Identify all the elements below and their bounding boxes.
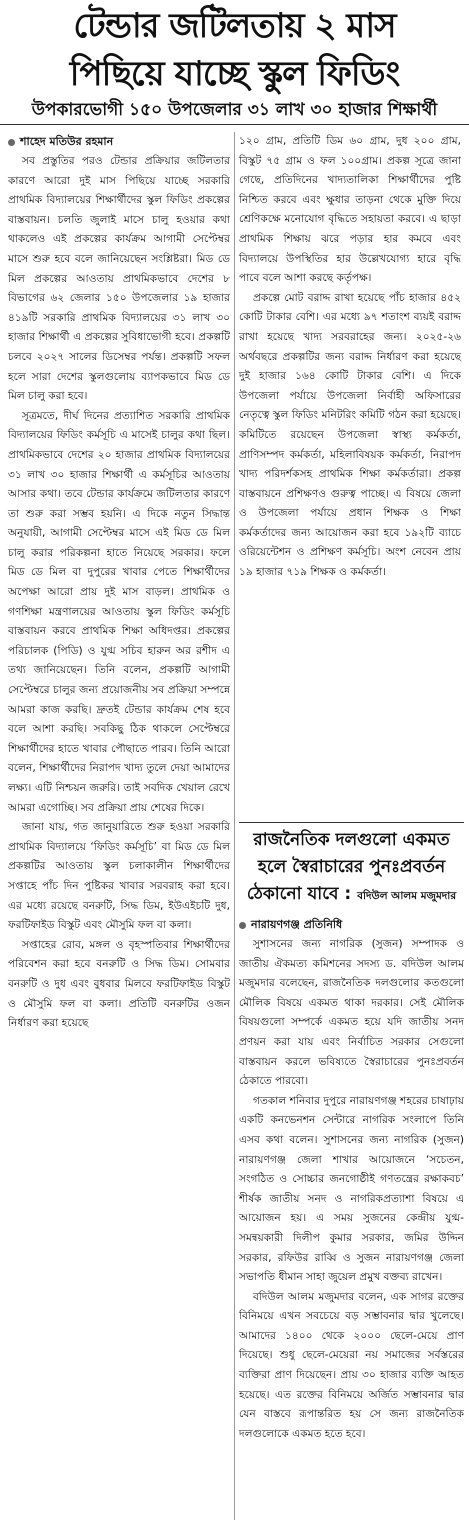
subheadline: উপকারভোগী ১৫০ উপজেলার ৩১ লাখ ৩০ হাজার শিক্ষার্থী: [0, 98, 469, 125]
bullet-icon: [239, 922, 246, 929]
article1-column-2: [239, 132, 461, 583]
byline-name: নারায়ণগঞ্জ প্রতিনিধি: [251, 918, 343, 931]
paragraph: গতকাল শনিবার দুপুরে নারায়ণগঞ্জ শহরের চাষাঢ়ায় একটি কনভেনশন সেন্টারে নাগরিক সংলাপে তিনি এসব কথা বলেন। সুশাসনের জন্য নাগরিক (সুজন) নারায়ণগঞ্জ জেলা শাখার আয়োজনে ‘সচেতন, সংগঠিত ও সোচ্চার জনগোষ্ঠীই গণতন্ত্রের রক্ষাকবচ’ শীর্ষক জাতীয় সনদ ও নাগরিকপ্রত্যাশা বিষয়ে এ আয়োজন হয়। এ সময় সুজনের কেন্দ্রীয় যুগ্ম-সমন্বয়কারী দিলীপ কুমার সরকার, জমির উদ্দিন সরকার, রফিউর রাব্বি ও সুজন নারায়ণগঞ্জ জেলা সভাপতি ধীমান সাহা জুয়েল প্রমুখ বক্তব্য রাখেন।: [239, 1094, 464, 1284]
article1-column-1: [8, 132, 230, 1034]
article2-byline: [239, 915, 464, 935]
article2-headline-text: রাজনৈতিক দলগুলো একমত হলে স্বৈরাচারের পুনঃপ্রবর্তন ঠেকানো যাবে :: [246, 830, 450, 904]
paragraph: জানা যায়, গত জানুয়ারিতে শুরু হওয়া সরকারি প্রাথমিক বিদ্যালয়ে ‘ফিডিং কর্মসূচি’ বা মিড ডে মিল প্রকল্পটির আওতায় স্কুল চলাকালীন শিক্ষার্থীদের সপ্তাহে পাঁচ দিন পুষ্টিকর খাবার সরবরাহ করা হবে। এর মধ্যে রয়েছে বনরুটি, সিদ্ধ ডিম, ইউএইচটি দুধ, ফরটিফাইড বিস্কুট এবং মৌসুমি ফল বা কলা।: [8, 821, 230, 932]
headline-line-2: পিছিয়ে যাচ্ছে স্কুল ফিডিং: [69, 54, 400, 94]
article2-headline: [239, 822, 464, 910]
paragraph: সব প্রস্তুতির পরও টেন্ডার প্রক্রিয়ার জটিলতার কারণে আরো দুই মাস পিছিয়ে যাচ্ছে সরকারি প্রাথমিক বিদ্যালয়ের শিক্ষার্থীদের স্কুল ফিডিং প্রকল্পের বাস্তবায়ন। চলতি জুলাই মাসে চালু হওয়ার কথা থাকলেও এই প্রকল্পের কার্যক্রম আগামী সেপ্টেম্বর মাসে শুরু হবে বলে জানিয়েছেন সংশ্লিষ্টরা। মিড ডে মিল প্রকল্পের আওতায় প্রাথমিকভাবে দেশের ৮ বিভাগের ৬২ জেলার ১৫০ উপজেলার ১৯ হাজার ৪১৯টি সরকারি প্রাথমিক বিদ্যালয়ের ৩১ লাখ ৩০ হাজার শিক্ষার্থী এ প্রকল্পের সুবিধাভোগী হবে। প্রকল্পটি চলবে ২০২৭ সালের ডিসেম্বর পর্যন্ত। প্রকল্পটি সফল হলে সারা দেশের স্কুলগুলোয় ব্যাপকভাবে মিড ডে মিল চালু করা হবে।: [8, 155, 230, 403]
article2-body: [239, 915, 464, 1444]
paragraph: সপ্তাহের রোব, মঙ্গল ও বৃহস্পতিবার শিক্ষার্থীদের পরিবেশন করা হবে বনরুটি ও সিদ্ধ ডিম। সোমবার বনরুটি ও দুধ এবং বুধবার মিলবে ফরটিফাইড বিস্কুট ও মৌসুমি ফল বা কলা। প্রতিটি বনরুটির ওজন নির্ধারণ করা হয়েছে: [8, 938, 230, 1030]
paragraph: সুশাসনের জন্য নাগরিক (সুজন) সম্পাদক ও জাতীয় ঐকমত্য কমিশনের সদস্য ড. বদিউল আলম মজুমদার বলেছেন, রাজনৈতিক দলগুলোর কতগুলো মৌলিক বিষয়ে একমত থাকা দরকার। সেই মৌলিক বিষয়গুলো সম্পর্কে একমত হয়ে যদি জাতীয় সনদ প্রণয়ন করা যায় এবং নির্বাচিত সরকার সেগুলো বাস্তবায়ন করলে ভবিষ্যতে স্বৈরাচারের পুনঃপ্রবর্তন ঠেকাতে পারবো।: [239, 938, 464, 1088]
paragraph: ১২০ গ্রাম, প্রতিটি ডিম ৬০ গ্রাম, দুধ ২০০ গ্রাম, বিস্কুট ৭৫ গ্রাম ও ফল ১০০গ্রাম। প্রকল্প সূত্রে জানা গেছে, প্রতিদিনের খাদ্যতালিকা শিক্ষার্থীদের পুষ্টি নিশ্চিত করবে এবং ক্ষুধার তাড়না থেকে মুক্তি দিয়ে শ্রেণিকক্ষে মনোযোগ বৃদ্ধিতে সহায়তা করবে। এ ছাড়া প্রাথমিক শিক্ষায় ঝরে পড়ার হার কমবে এবং বিদ্যালয়ে উপস্থিতির হার উল্লেখযোগ্য হারে বৃদ্ধি পাবে বলে আশা করছে কর্তৃপক্ষ।: [239, 135, 461, 285]
column-divider: [234, 132, 235, 1520]
paragraph: বদিউল আলম মজুমদার বলেন, এক সাগর রক্তের বিনিময়ে এখন সবচেয়ে বড় সম্ভাবনার দ্বার খুলেছে। আমাদের ১৪০০ থেকে ২০০০ ছেলে-মেয়ে প্রাণ দিয়েছে। শুধু ছেলে-মেয়েরা নয় সমাজের সর্বস্তরের ব্যক্তিরা প্রাণ দিয়েছেন। প্রায় ৩০ হাজার ব্যক্তি আহত হয়েছে। এত রক্তের বিনিময়ে অর্জিত সম্ভাবনার দ্বার যেন বাস্তবে রূপান্তরিত হয় সে জন্য রাজনৈতিক দলগুলোকে একমত হতে হবে।: [239, 1290, 464, 1440]
headline-line-1: টেন্ডার জটিলতায় ২ মাস: [73, 6, 396, 46]
paragraph: সূত্রমতে, দীর্ঘ দিনের প্রত্যাশিত সরকারি প্রাথমিক বিদ্যালয়ের ফিডিং কর্মসূচি এ মাসেই চালুর কথা ছিল। প্রাথমিকভাবে দেশের ২০ হাজার প্রাথমিক বিদ্যালয়ের ৩১ লাখ ৩০ হাজার শিক্ষার্থী এ কর্মসূচির আওতায় আসার কথা। তবে টেন্ডার কার্যক্রমে জটিলতার কারণে তা শুরু করা সম্ভব হয়নি। এ দিকে নতুন সিদ্ধান্ত অনুযায়ী, আগামী সেপ্টেম্বর মাসে এই মিড ডে মিল চালু করার পরিকল্পনা হাতে নিয়েছে সরকার। ফলে মিড ডে মিল বা দুপুরের খাবার পেতে শিক্ষার্থীদের অপেক্ষা আরো প্রায় দুই মাস বাড়ল। প্রাথমিক ও গণশিক্ষা মন্ত্রণালয়ের আওতায় স্কুল ফিডিং কর্মসূচি বাস্তবায়ন করবে প্রাথমিক শিক্ষা অধিদপ্তর। প্রকল্পের পরিচালক (পিডি) ও যুগ্ম সচিব হারুন অর রশীদ এ তথ্য জানিয়েছেন। তিনি বলেন, প্রকল্পটি আগামী সেপ্টেম্বরে চালুর জন্য প্রয়োজনীয় সব প্রক্রিয়া সম্পন্নে আমরা কাজ করছি। দ্রুতই টেন্ডার কার্যক্রম শেষ হবে বলে আশা করছি। সবকিছু ঠিক থাকলে সেপ্টেম্বরে শিক্ষার্থীদের হাতে খাবার পৌছাতে পারব। তিনি আরো বলেন, শিক্ষার্থীদের নিরাপদ খাদ্য তুলে দেয়া আমাদের লক্ষ্য। এটি নিশ্চয়ন জরুরি। তাই সবদিক খেয়াল রেখে আমরা এগোচ্ছি। সব প্রক্রিয়া প্রায় শেষের দিকে।: [8, 409, 230, 814]
paragraph: প্রকল্পে মোট বরাদ্দ রাখা হয়েছে পাঁচ হাজার ৪৫২ কোটি টাকার বেশি। এর মধ্যে ৯৭ শতাংশ ব্যয়ই বরাদ্দ রাখা হয়েছে খাদ্য সরবরাহের জন্য। ২০২৫-২৬ অর্থবছরে প্রকল্পটির জন্য বরাদ্দ নির্ধারণ করা হয়েছে দুই হাজার ১৬৪ কোটি টাকার বেশি। এ দিকে উপজেলা পর্যায়ে উপজেলা নির্বাহী অফিসারের নেতৃত্বে স্কুল ফিডিং মনিটরিং কমিটি গঠন করা হয়েছে। কমিটিতে রয়েছেন উপজেলা স্বাস্থ্য কর্মকর্তা, প্রাণিসম্পদ কর্মকর্তা, মহিলাবিষয়ক কর্মকর্তা, নিরাপদ খাদ্য পরিদর্শকসহ প্রাথমিক শিক্ষা কর্মকর্তারা। প্রকল্প বাস্তবায়নে প্রশিক্ষণও গুরুত্ব পাচ্ছে। এ বিষয়ে জেলা ও উপজেলা পর্যায়ে প্রধান শিক্ষক ও শিক্ষা কর্মকর্তাদের জন্য আয়োজন করা হবে ১৯২টি ব্যাচে ওরিয়েন্টেশন ও প্রশিক্ষণ কর্মসূচি। অংশ নেবেন প্রায় ১৯ হাজার ৭১৯ শিক্ষক ও কর্মকর্তা।: [239, 291, 461, 579]
byline: [8, 132, 230, 152]
byline-name: শাহেদ মতিউর রহমান: [20, 135, 114, 148]
bullet-icon: [8, 139, 15, 146]
article2-headline-author: বদিউল আলম মজুমদার: [357, 890, 457, 902]
